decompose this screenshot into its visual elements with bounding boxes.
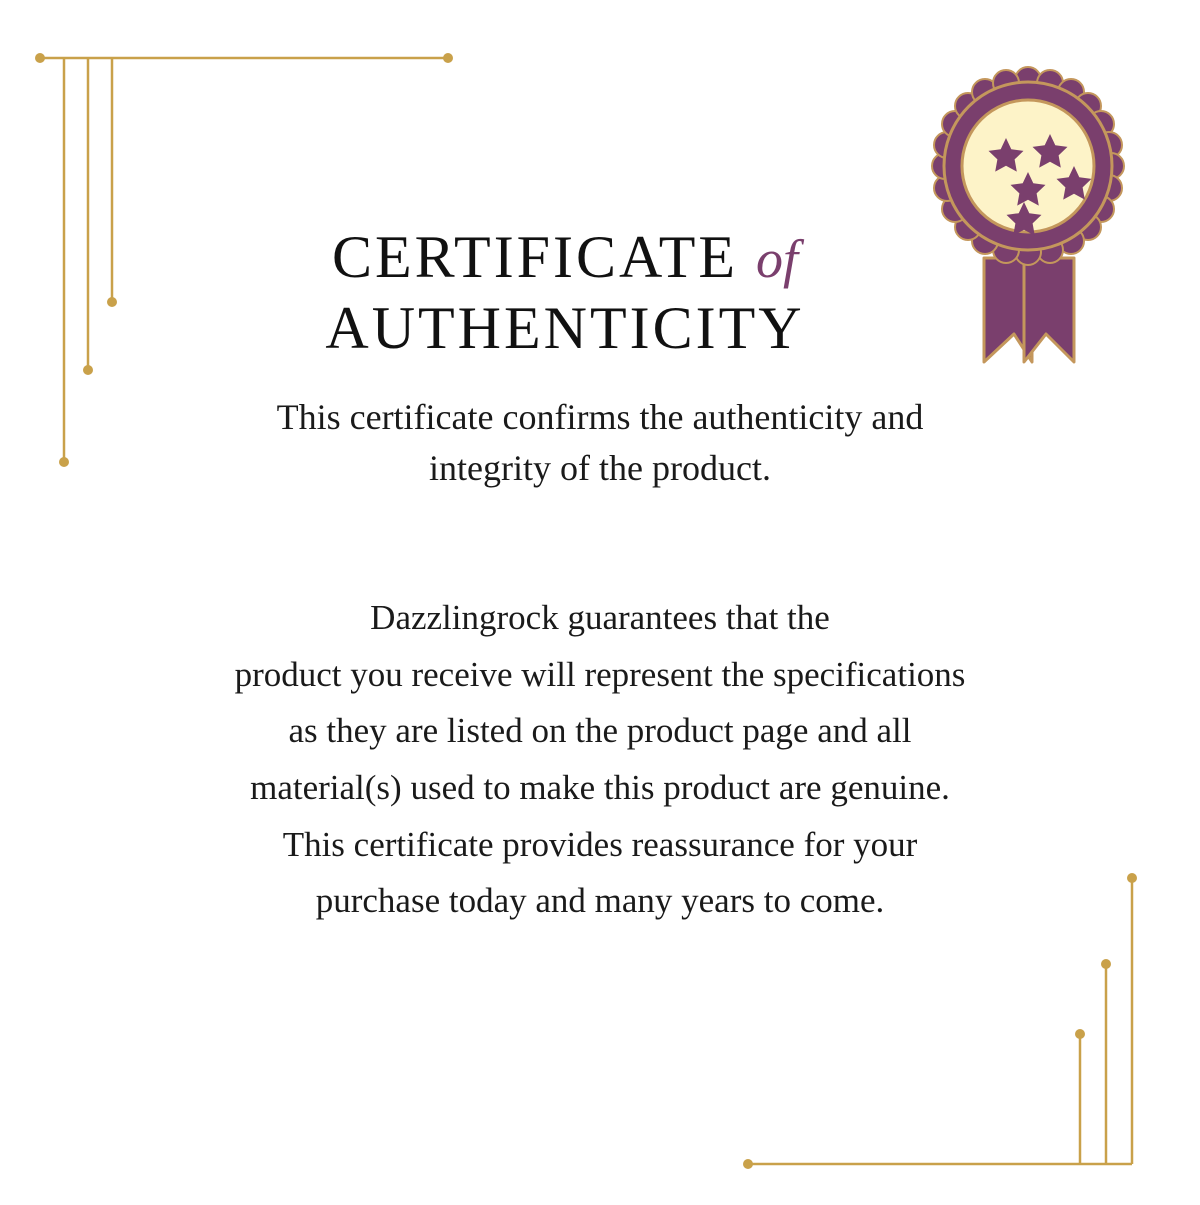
- subtitle-line-one: This certificate confirms the authenticity and: [276, 397, 924, 437]
- title-main-word: CERTIFICATE: [331, 224, 739, 290]
- body-line: purchase today and many years to come.: [315, 881, 885, 921]
- body-line: as they are listed on the product page and all: [288, 711, 912, 751]
- title-line-one: [0, 222, 1130, 293]
- body-line: material(s) used to make this product are genuine.: [250, 768, 950, 808]
- body-line: This certificate provides reassurance for your: [282, 824, 918, 864]
- title-of-word: of: [756, 229, 799, 289]
- body-line: Dazzlingrock guarantees that the: [370, 598, 830, 637]
- page-title: [0, 222, 1200, 364]
- title-line-two: AUTHENTICITY: [325, 294, 805, 361]
- certificate-body: [100, 590, 1100, 930]
- body-line: product you receive will represent the specifications: [234, 654, 966, 694]
- subtitle-line-two: integrity of the product.: [429, 448, 771, 489]
- certificate-subtitle: [150, 392, 1050, 494]
